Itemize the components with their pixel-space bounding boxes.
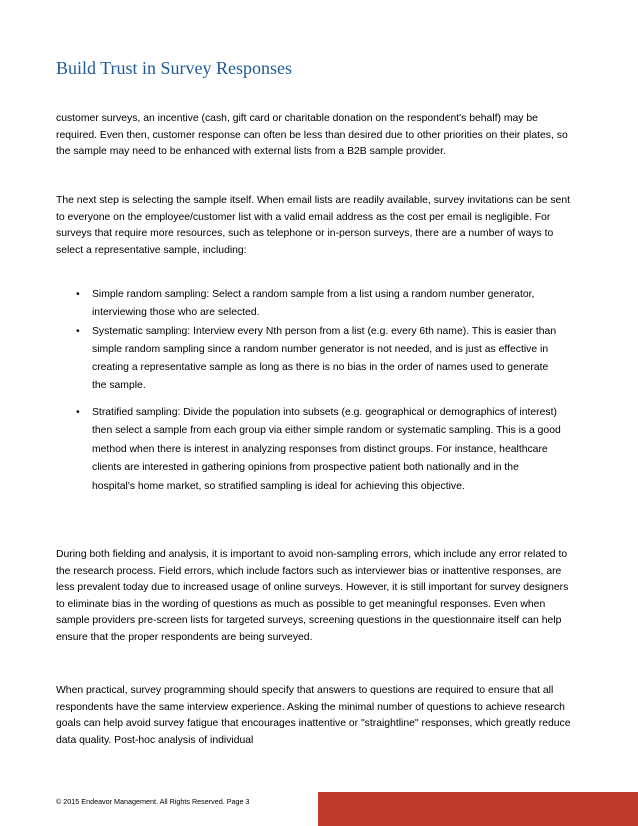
bullet-icon: •: [76, 326, 80, 337]
paragraph-sample-selection: The next step is selecting the sample itself. When email lists are readily available, survey invitations can be sent to everyone on the employee/customer list with a valid email address as the cost per email is negligible. For surveys that require more resources, such as telephone or in-person surveys, there are a number of ways to select a representative sample, including:: [56, 195, 571, 256]
list-item: [0, 323, 564, 395]
list-item-text: Systematic sampling: Interview every Nth person from a list (e.g. every 6th name). This is easier than simple random sampling since a random number generator is not needed, and is just as effective in creating a representative sample as long as there is no bias in the order of names used to generate the sample.: [92, 326, 557, 391]
list-item-text: Stratified sampling: Divide the population into subsets (e.g. geographical or demographics of interest) then select a sample from each group via either simple random or systematic sampling. This is a good method when there is interest in analyzing responses from distinct groups. For instance, healthcare clients are interested in gathering opinions from prospective patient both nationally and in the hospital's home market, so stratified sampling is ideal for achieving this objective.: [92, 407, 561, 492]
sampling-methods-list: [0, 286, 564, 395]
footer-accent-bar: [318, 792, 638, 826]
list-item-text: Simple random sampling: Select a random sample from a list using a random number generator, interviewing those who are selected.: [92, 289, 535, 318]
bullet-icon: •: [76, 407, 80, 418]
footer-copyright: © 2015 Endeavor Management. All Rights Reserved. Page 3: [56, 797, 250, 806]
stratified-sampling-list: [0, 404, 564, 496]
page-title: Build Trust in Survey Responses: [56, 58, 293, 78]
paragraph-incentives: customer surveys, an incentive (cash, gift card or charitable donation on the respondent's behalf) may be required. Even then, customer response can often be less than desired due to other priorities on their plates, so the sample may need to be enhanced with external lists from a B2B sample provider.: [56, 113, 568, 158]
paragraph-survey-programming: When practical, survey programming should specify that answers to questions are required to ensure that all respondents have the same interview experience. Asking the minimal number of questions to achieve research goals can help avoid survey fatigue that encourages inattentive or "straightline" responses, which greatly reduce data quality. Post-hoc analysis of individual: [56, 685, 571, 746]
list-item: [0, 404, 564, 496]
bullet-icon: •: [76, 289, 80, 300]
paragraph-non-sampling-errors: During both fielding and analysis, it is important to avoid non-sampling errors, which include any error related to the research process. Field errors, which include factors such as interviewer bias or inattentive responses, are less prevalent today due to increased usage of online surveys. However, it is still important for survey designers to eliminate bias in the wording of questions as much as possible to get meaningful responses. Even when sample providers pre-screen lists for targeted surveys, screening questions in the questionnaire itself can help ensure that the proper respondents are being surveyed.: [56, 549, 569, 643]
list-item: [0, 286, 564, 322]
